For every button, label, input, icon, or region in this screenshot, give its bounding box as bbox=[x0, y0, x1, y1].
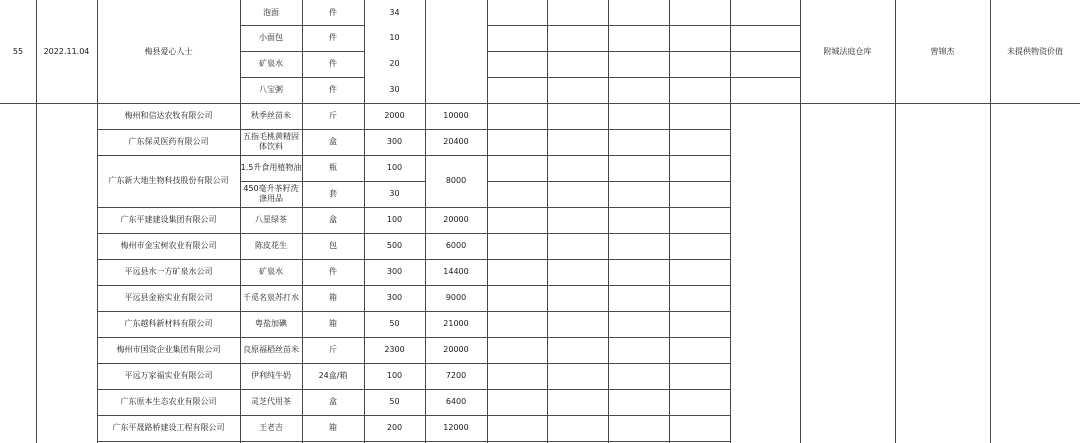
item-name-cell[interactable]: 千觅名泉苏打水 bbox=[243, 293, 299, 302]
item-unit-cell[interactable]: 件 bbox=[329, 267, 337, 276]
grid-line-vertical bbox=[547, 103, 548, 443]
value-cell[interactable]: 20000 bbox=[443, 345, 469, 354]
donor-cell[interactable]: 梅县爱心人士 bbox=[144, 46, 193, 56]
donor-cell[interactable]: 平远县金裕实业有限公司 bbox=[124, 293, 213, 302]
item-name-cell[interactable]: 伊利纯牛奶 bbox=[251, 371, 291, 380]
item-qty-cell[interactable]: 300 bbox=[386, 137, 403, 146]
value-cell[interactable]: 7200 bbox=[445, 371, 467, 380]
serial-number-cell[interactable]: 55 bbox=[12, 46, 24, 56]
item-qty-cell[interactable]: 200 bbox=[386, 423, 403, 432]
handler-cell[interactable]: 曾锦杰 bbox=[930, 46, 955, 56]
item-qty-cell[interactable]: 2000 bbox=[384, 111, 405, 120]
grid-line-vertical bbox=[608, 0, 609, 103]
item-unit-cell[interactable]: 24盒/箱 bbox=[318, 371, 348, 380]
item-name-cell[interactable]: 小面包 bbox=[259, 33, 283, 42]
grid-line-horizontal bbox=[487, 51, 800, 52]
item-qty-cell[interactable]: 30 bbox=[389, 85, 400, 94]
item-name-cell[interactable]: 矿泉水 bbox=[259, 267, 283, 276]
item-unit-cell[interactable]: 盒 bbox=[329, 215, 337, 224]
grid-line-vertical bbox=[547, 0, 548, 103]
grid-line-horizontal bbox=[97, 441, 730, 442]
item-name-cell[interactable]: 泡面 bbox=[263, 7, 279, 17]
item-qty-cell[interactable]: 10 bbox=[389, 33, 400, 42]
donor-cell[interactable]: 平远县水一方矿泉水公司 bbox=[124, 267, 213, 276]
note-cell[interactable]: 未提供物资价值 bbox=[1007, 46, 1063, 56]
value-cell[interactable]: 6000 bbox=[445, 241, 467, 250]
item-unit-cell[interactable]: 箱 bbox=[329, 423, 337, 432]
item-unit-cell[interactable]: 瓶 bbox=[329, 163, 337, 172]
value-cell[interactable]: 14400 bbox=[443, 267, 469, 276]
donor-cell[interactable]: 广东平晟路桥建设工程有限公司 bbox=[112, 423, 225, 432]
item-name-cell[interactable]: 五指毛桃黄精固体饮料 bbox=[243, 132, 299, 151]
item-qty-cell[interactable]: 34 bbox=[389, 7, 400, 17]
item-name-cell[interactable]: 八宝粥 bbox=[259, 85, 283, 94]
item-unit-cell[interactable]: 件 bbox=[329, 59, 337, 68]
value-cell[interactable]: 20400 bbox=[443, 137, 469, 146]
value-cell[interactable]: 6400 bbox=[445, 397, 467, 406]
item-qty-cell[interactable]: 100 bbox=[386, 215, 403, 224]
item-name-cell[interactable]: 粤盐加碘 bbox=[255, 319, 287, 328]
item-unit-cell[interactable]: 箱 bbox=[329, 319, 337, 328]
item-name-cell[interactable]: 八星绿茶 bbox=[255, 215, 287, 224]
grid-line-vertical bbox=[608, 103, 609, 443]
warehouse-cell[interactable]: 附城法庭仓库 bbox=[823, 46, 872, 56]
date-cell[interactable]: 2022.11.04 bbox=[43, 46, 90, 56]
item-unit-cell[interactable]: 盒 bbox=[329, 397, 337, 406]
grid-line-vertical bbox=[669, 103, 670, 443]
item-name-cell[interactable]: 1.5升食用植物油 bbox=[240, 163, 302, 172]
item-name-cell[interactable]: 灵芝代用茶 bbox=[251, 397, 291, 406]
value-cell[interactable]: 12000 bbox=[443, 423, 469, 432]
grid-line-vertical bbox=[36, 103, 37, 443]
donor-cell[interactable]: 梅州和信达农牧有限公司 bbox=[124, 111, 213, 120]
item-qty-cell[interactable]: 300 bbox=[386, 267, 403, 276]
item-unit-cell[interactable]: 件 bbox=[329, 7, 337, 17]
item-name-cell[interactable]: 450毫升茶籽洗涤用品 bbox=[243, 184, 299, 203]
item-unit-cell[interactable]: 件 bbox=[329, 85, 337, 94]
value-cell[interactable]: 21000 bbox=[443, 319, 469, 328]
grid-line-vertical bbox=[487, 0, 488, 103]
item-name-cell[interactable]: 良原福稻丝苗米 bbox=[243, 345, 299, 354]
item-name-cell[interactable]: 王老吉 bbox=[259, 423, 283, 432]
grid-line-horizontal bbox=[487, 25, 800, 26]
donor-cell[interactable]: 广东平建建设集团有限公司 bbox=[120, 215, 217, 224]
donor-cell[interactable]: 广东保灵医药有限公司 bbox=[128, 137, 209, 146]
donor-cell[interactable]: 梅州市金宝树农业有限公司 bbox=[120, 241, 217, 250]
item-qty-cell[interactable]: 30 bbox=[389, 189, 400, 198]
item-unit-cell[interactable]: 件 bbox=[329, 33, 337, 42]
donor-cell[interactable]: 平远万家福实业有限公司 bbox=[124, 371, 213, 380]
value-cell[interactable]: 20000 bbox=[443, 215, 469, 224]
value-cell[interactable]: 10000 bbox=[443, 111, 469, 120]
item-qty-cell[interactable]: 500 bbox=[386, 241, 403, 250]
item-qty-cell[interactable]: 100 bbox=[386, 371, 403, 380]
item-qty-cell[interactable]: 100 bbox=[386, 163, 403, 172]
item-name-cell[interactable]: 秋季丝苗米 bbox=[251, 111, 291, 120]
item-qty-cell[interactable]: 50 bbox=[389, 319, 400, 328]
grid-line-horizontal bbox=[487, 77, 800, 78]
donor-cell[interactable]: 广东新大地生物科技股份有限公司 bbox=[108, 176, 229, 185]
grid-line-vertical bbox=[730, 103, 731, 443]
item-qty-cell[interactable]: 50 bbox=[389, 397, 400, 406]
grid-line-vertical bbox=[487, 103, 488, 443]
item-name-cell[interactable]: 陈皮花生 bbox=[255, 241, 287, 250]
item-unit-cell[interactable]: 盒 bbox=[329, 137, 337, 146]
grid-line-vertical bbox=[800, 103, 801, 443]
donor-cell[interactable]: 广东越科新材料有限公司 bbox=[124, 319, 213, 328]
item-name-cell[interactable]: 矿泉水 bbox=[259, 59, 283, 68]
item-unit-cell[interactable]: 包 bbox=[329, 241, 337, 250]
item-qty-cell[interactable]: 2300 bbox=[384, 345, 405, 354]
donor-cell[interactable]: 梅州市国资企业集团有限公司 bbox=[116, 345, 221, 354]
grid-line-vertical bbox=[895, 103, 896, 443]
donor-cell[interactable]: 广东原本生态农业有限公司 bbox=[120, 397, 217, 406]
value-cell[interactable]: 9000 bbox=[445, 293, 467, 302]
grid-line-vertical bbox=[730, 0, 731, 103]
item-qty-cell[interactable]: 20 bbox=[389, 59, 400, 68]
grid-line-vertical bbox=[669, 0, 670, 103]
item-unit-cell[interactable]: 斤 bbox=[329, 345, 337, 354]
grid-line-vertical bbox=[990, 103, 991, 443]
item-unit-cell[interactable]: 箱 bbox=[329, 293, 337, 302]
item-unit-cell[interactable]: 套 bbox=[329, 189, 337, 198]
value-cell[interactable]: 8000 bbox=[445, 176, 467, 185]
item-qty-cell[interactable]: 300 bbox=[386, 293, 403, 302]
grid-line-vertical bbox=[425, 0, 426, 103]
item-unit-cell[interactable]: 斤 bbox=[329, 111, 337, 120]
